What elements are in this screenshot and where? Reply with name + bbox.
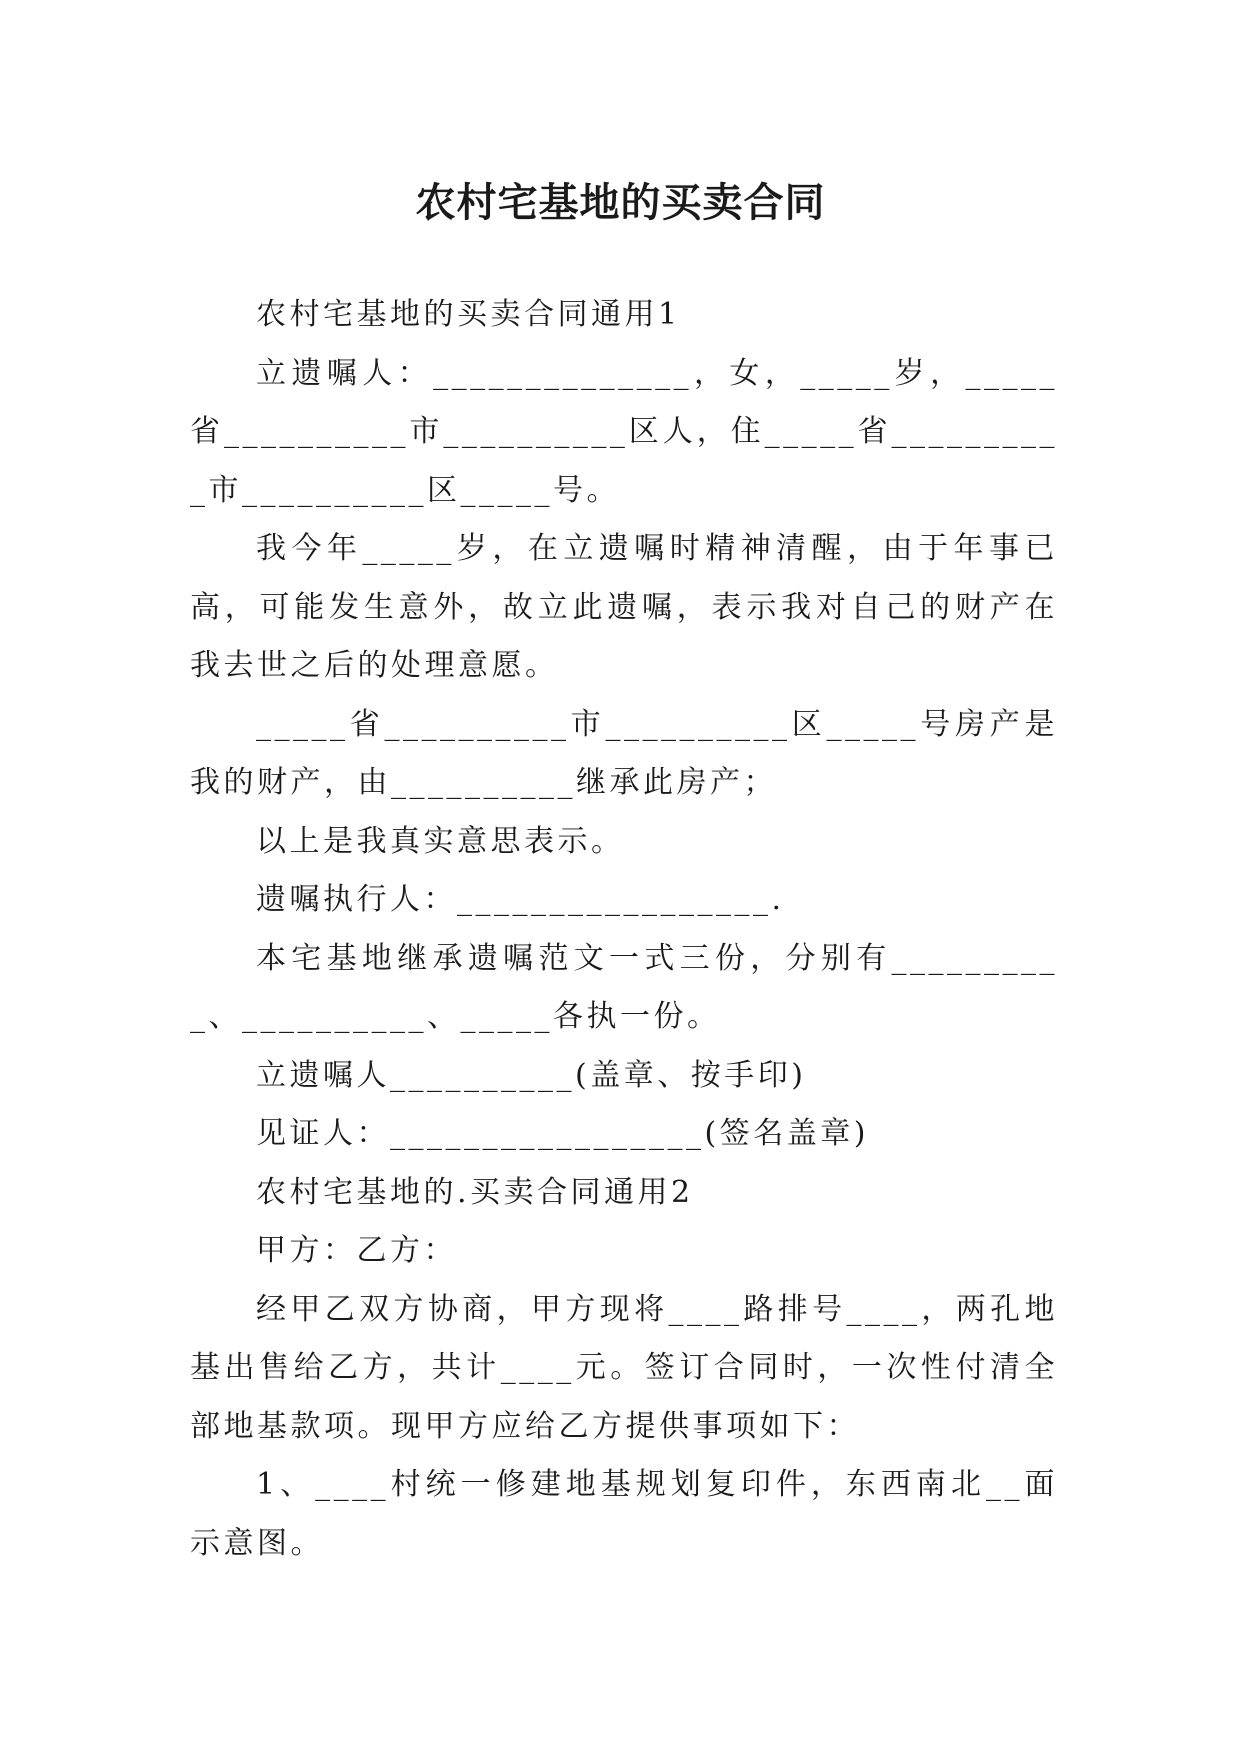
statement-paragraph: 我今年_____岁，在立遗嘱时精神清醒，由于年事已高，可能发生意外，故立此遗嘱，表示我对自己的财产在我去世之后的处理意愿。	[190, 531, 1058, 683]
witness-signature-line: 见证人：_________________(签名盖章)	[256, 1116, 869, 1151]
list-item-1: 1、____村统一修建地基规划复印件，东西南北__面示意图。	[190, 1467, 1058, 1561]
declaration-paragraph: 以上是我真实意思表示。	[256, 823, 625, 859]
section-heading-2: 农村宅基地的.买卖合同通用2	[256, 1174, 694, 1210]
parties-line: 甲方：乙方：	[256, 1233, 457, 1268]
executor-line: 遗嘱执行人：_________________.	[256, 882, 785, 917]
agreement-paragraph: 经甲乙双方协商，甲方现将____路排号____，两孔地基出售给乙方，共计____元。签订合同时，一次性付清全部地基款项。现甲方应给乙方提供事项如下：	[190, 1291, 1058, 1444]
copies-paragraph: 本宅基地继承遗嘱范文一式三份，分别有__________、__________、_____各执一份。	[190, 940, 1058, 1034]
document-body	[190, 286, 1058, 1573]
property-paragraph: _____省__________市__________区_____号房产是我的财产，由__________继承此房产；	[190, 706, 1058, 800]
document-title: 农村宅基地的买卖合同	[415, 179, 826, 226]
testator-info-paragraph: 立遗嘱人：______________，女，_____岁，_____省__________市__________区人，住_____省__________市__________区_____号。	[190, 355, 1058, 508]
testator-signature-line: 立遗嘱人__________(盖章、按手印)	[256, 1057, 807, 1093]
section-heading-1: 农村宅基地的买卖合同通用1	[256, 297, 681, 332]
